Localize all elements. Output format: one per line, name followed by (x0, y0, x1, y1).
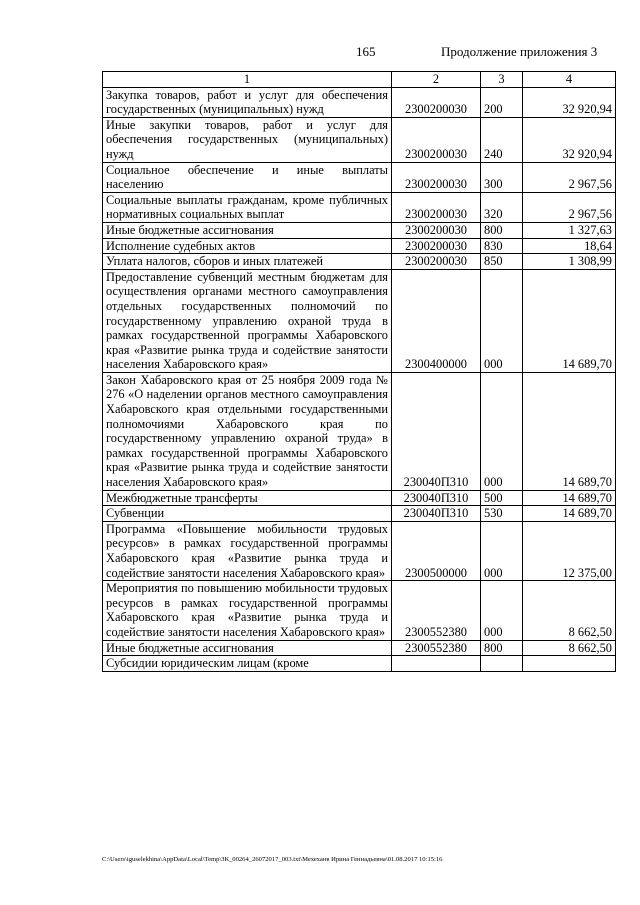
row-amount-cell: 12 375,00 (523, 521, 616, 580)
row-type-cell: 500 (481, 490, 523, 506)
row-type-cell: 800 (481, 222, 523, 238)
row-amount-cell: 2 967,56 (523, 192, 616, 222)
row-type-cell: 000 (481, 372, 523, 490)
table-row (103, 238, 616, 254)
table-row (103, 490, 616, 506)
row-type-cell: 000 (481, 581, 523, 640)
column-header-1: 1 (103, 72, 392, 88)
row-amount-cell: 2 967,56 (523, 162, 616, 192)
table-header-row (103, 72, 616, 88)
table-row (103, 372, 616, 490)
row-type-cell: 800 (481, 640, 523, 656)
row-amount-cell: 8 662,50 (523, 640, 616, 656)
page-number: 165 (356, 44, 376, 59)
row-code-cell: 2300200030 (392, 192, 481, 222)
table-row (103, 521, 616, 580)
row-code-cell: 2300552380 (392, 581, 481, 640)
row-code-cell: 2300200030 (392, 254, 481, 270)
continuation-title: Продолжение приложения 3 (441, 44, 598, 59)
row-code-cell: 2300552380 (392, 640, 481, 656)
table-row (103, 506, 616, 522)
row-amount-cell: 18,64 (523, 238, 616, 254)
row-code-cell: 2300200030 (392, 222, 481, 238)
row-name-cell: Иные закупки товаров, работ и услуг для обеспечения государственных (муниципальных) нужд (103, 117, 392, 162)
row-code-cell: 230040П310 (392, 506, 481, 522)
row-code-cell: 2300200030 (392, 117, 481, 162)
row-code-cell: 2300400000 (392, 269, 481, 372)
table-row (103, 656, 616, 672)
file-path-footer: C:\Users\iguselekhina\AppData\Local\Temp\ЗК_00264_26072017_003.txt\Мехеханв Ирина Геннадьевна\01.08.2017 10:15:16 (102, 856, 443, 863)
row-code-cell: 2300200030 (392, 87, 481, 117)
row-amount-cell: 8 662,50 (523, 581, 616, 640)
row-name-cell: Предоставление субвенций местным бюджетам для осуществления органами местного самоуправления отдельных государственных полномочий по государственному управлению охраной труда в рамках государственной программы Хабаровского края «Развитие рынка труда и содействие занятости населения Хабаровского края» (103, 269, 392, 372)
table-row (103, 269, 616, 372)
row-amount-cell: 1 327,63 (523, 222, 616, 238)
row-type-cell: 000 (481, 269, 523, 372)
table-row (103, 117, 616, 162)
row-amount-cell: 14 689,70 (523, 372, 616, 490)
row-name-cell: Субсидии юридическим лицам (кроме (103, 656, 392, 672)
row-name-cell: Мероприятия по повышению мобильности трудовых ресурсов в рамках государственной программы Хабаровского края «Развитие рынка труда и содействие занятости населения Хабаровского края» (103, 581, 392, 640)
column-header-3: 3 (481, 72, 523, 88)
row-name-cell: Межбюджетные трансферты (103, 490, 392, 506)
row-type-cell: 850 (481, 254, 523, 270)
row-name-cell: Субвенции (103, 506, 392, 522)
row-type-cell: 530 (481, 506, 523, 522)
row-name-cell: Уплата налогов, сборов и иных платежей (103, 254, 392, 270)
column-header-4: 4 (523, 72, 616, 88)
budget-table-body (103, 72, 616, 672)
table-row (103, 192, 616, 222)
row-amount-cell: 14 689,70 (523, 490, 616, 506)
row-amount-cell: 32 920,94 (523, 87, 616, 117)
row-amount-cell: 14 689,70 (523, 269, 616, 372)
table-row (103, 581, 616, 640)
table-row (103, 162, 616, 192)
row-amount-cell: 32 920,94 (523, 117, 616, 162)
row-name-cell: Социальное обеспечение и иные выплаты населению (103, 162, 392, 192)
table-row (103, 87, 616, 117)
row-type-cell: 320 (481, 192, 523, 222)
row-code-cell: 2300200030 (392, 238, 481, 254)
row-code-cell: 2300200030 (392, 162, 481, 192)
table-row (103, 222, 616, 238)
row-code-cell: 2300500000 (392, 521, 481, 580)
row-amount-cell: 14 689,70 (523, 506, 616, 522)
row-amount-cell: 1 308,99 (523, 254, 616, 270)
row-type-cell: 240 (481, 117, 523, 162)
row-name-cell: Исполнение судебных актов (103, 238, 392, 254)
row-code-cell: 230040П310 (392, 372, 481, 490)
row-name-cell: Иные бюджетные ассигнования (103, 640, 392, 656)
row-name-cell: Иные бюджетные ассигнования (103, 222, 392, 238)
row-type-cell: 000 (481, 521, 523, 580)
row-type-cell (481, 656, 523, 672)
row-amount-cell (523, 656, 616, 672)
row-type-cell: 300 (481, 162, 523, 192)
budget-table (102, 71, 616, 672)
row-code-cell: 230040П310 (392, 490, 481, 506)
row-name-cell: Закон Хабаровского края от 25 ноября 2009 года № 276 «О наделении органов местного самоуправления Хабаровского края отдельными государственными полномочиями Хабаровского края по государственному управлению охраной труда» в рамках государственной программы Хабаровского края «Развитие рынка труда и содействие занятости населения Хабаровского края» (103, 372, 392, 490)
table-row (103, 254, 616, 270)
table-row (103, 640, 616, 656)
row-name-cell: Закупка товаров, работ и услуг для обеспечения государственных (муниципальных) нужд (103, 87, 392, 117)
row-type-cell: 830 (481, 238, 523, 254)
row-name-cell: Социальные выплаты гражданам, кроме публичных нормативных социальных выплат (103, 192, 392, 222)
row-type-cell: 200 (481, 87, 523, 117)
column-header-2: 2 (392, 72, 481, 88)
row-name-cell: Программа «Повышение мобильности трудовых ресурсов» в рамках государственной программы Хабаровского края «Развитие рынка труда и содействие занятости населения Хабаровского края» (103, 521, 392, 580)
row-code-cell (392, 656, 481, 672)
